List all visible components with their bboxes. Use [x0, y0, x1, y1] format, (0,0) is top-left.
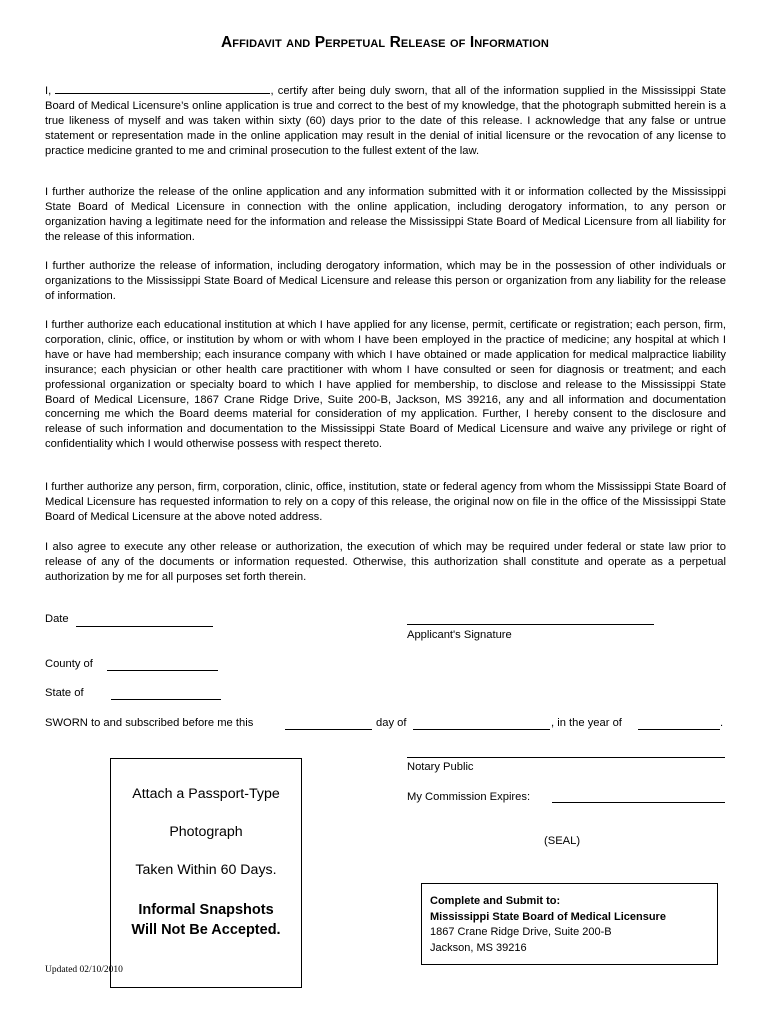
rely-on-copy-paragraph: I further authorize any person, firm, corporation, clinic, office, institution, state or federal agency from whom the Mississippi State Board of Medical Licensure has requested information to rely on a copy of this release, the original now on file in the office of the Mississippi State Board of Medical Licensure at the above noted address. [45, 481, 726, 523]
submit-organization: Mississippi State Board of Medical Licensure [430, 910, 666, 923]
commission-expires-label: My Commission Expires: [407, 791, 531, 803]
signature-field[interactable] [407, 624, 654, 625]
sworn-label: SWORN to and subscribed before me this [45, 717, 254, 729]
county-field[interactable] [107, 670, 218, 671]
photo-instruction-line-1: Attach a Passport-Type [132, 786, 280, 802]
submit-city: Jackson, MS 39216 [430, 941, 527, 954]
sworn-day-field[interactable] [285, 729, 372, 730]
county-label: County of [45, 658, 93, 670]
authorize-institutions-paragraph: I further authorize each educational institution at which I have applied for any license, permit, certificate or registration; each person, firm, corporation, clinic, office, or institution by whom or with whom I have been employed in the practice of medicine; any hospital at which I have or have had membership; each insurance company with which I have obtained or made application for medical malpractice liability insurance; each physician or other health care practitioner with whom I have consulted or seen for diagnosis or treatment; and each professional organization or specialty board to which I have applied for membership, to disclose and release to the Mississippi State Board of Medical Licensure, 1867 Crane Ridge Drive, Suite 200-B, Jackson, MS 39216, any and all information and documentation concerning me which the Board deems material for consideration of my application. Further, I hereby consent to the disclosure and release of such information and documentation to the Mississippi State Board of Medical Licensure and waive any privilege or right of confidentiality which I would otherwise possess with respect thereto. [45, 319, 726, 451]
state-label: State of [45, 687, 84, 699]
photo-warning-line-1: Informal Snapshots [138, 902, 274, 918]
date-field[interactable] [76, 626, 213, 627]
certify-lead: I, [45, 85, 52, 97]
day-of-label: day of [376, 717, 407, 729]
submit-street: 1867 Crane Ridge Drive, Suite 200-B [430, 926, 612, 938]
document-title: Affidavit and Perpetual Release of Information [221, 34, 549, 51]
sworn-month-field[interactable] [413, 729, 550, 730]
notary-signature-field[interactable] [407, 757, 725, 758]
submit-address-box [421, 883, 718, 965]
submit-heading: Complete and Submit to: [430, 895, 561, 907]
commission-expires-field[interactable] [552, 802, 725, 803]
photo-instruction-line-3: Taken Within 60 Days. [135, 862, 277, 878]
updated-date: Updated 02/10/2010 [45, 965, 123, 975]
passport-photo-box [110, 758, 302, 988]
applicant-name-field[interactable] [55, 82, 270, 94]
release-information-paragraph: I further authorize the release of information, including derogatory information, which may be in the possession of other individuals or organizations to the Mississippi State Board of Medical Licensure and release this person or organization from any liability for the release of information. [45, 260, 726, 302]
seal-label: (SEAL) [544, 835, 581, 847]
sworn-period: . [720, 717, 724, 729]
signature-label: Applicant's Signature [407, 629, 512, 641]
year-label: , in the year of [551, 717, 622, 729]
photo-instruction-line-2: Photograph [169, 824, 243, 840]
date-label: Date [45, 613, 69, 625]
state-field[interactable] [111, 699, 221, 700]
notary-public-label: Notary Public [407, 761, 474, 773]
certification-text: , certify after being duly sworn, that all of the information supplied in the Mississippi State Board of Medical Licensure’s online application is true and correct to the best of my knowledge, that the photograph submitted herein is a true likeness of myself and was taken within sixty (60) days prior to the date of this release. I acknowledge that any false or untrue statement or representation made in the online application may result in the denial of initial licensure or the revocation of any license to practice medicine granted to me and criminal prosecution to the fullest extent of the law. [45, 85, 726, 157]
sworn-year-field[interactable] [638, 729, 720, 730]
perpetual-authorization-paragraph: I also agree to execute any other release or authorization, the execution of which may be required under federal or state law prior to release of any of the documents or information requested. Otherwise, this authorization shall constitute and operate as a perpetual authorization by me for all purposes set forth therein. [45, 541, 726, 583]
photo-warning-line-2: Will Not Be Accepted. [131, 922, 281, 938]
certification-paragraph [45, 82, 726, 159]
release-online-application-paragraph: I further authorize the release of the online application and any information submitted with it or information collected by the Mississippi State Board of Medical Licensure in connection with the online application, including derogatory information, to any person or organization having a legitimate need for the information and release the Mississippi State Board of Medical Licensure from all liability for the release of this information. [45, 186, 726, 243]
